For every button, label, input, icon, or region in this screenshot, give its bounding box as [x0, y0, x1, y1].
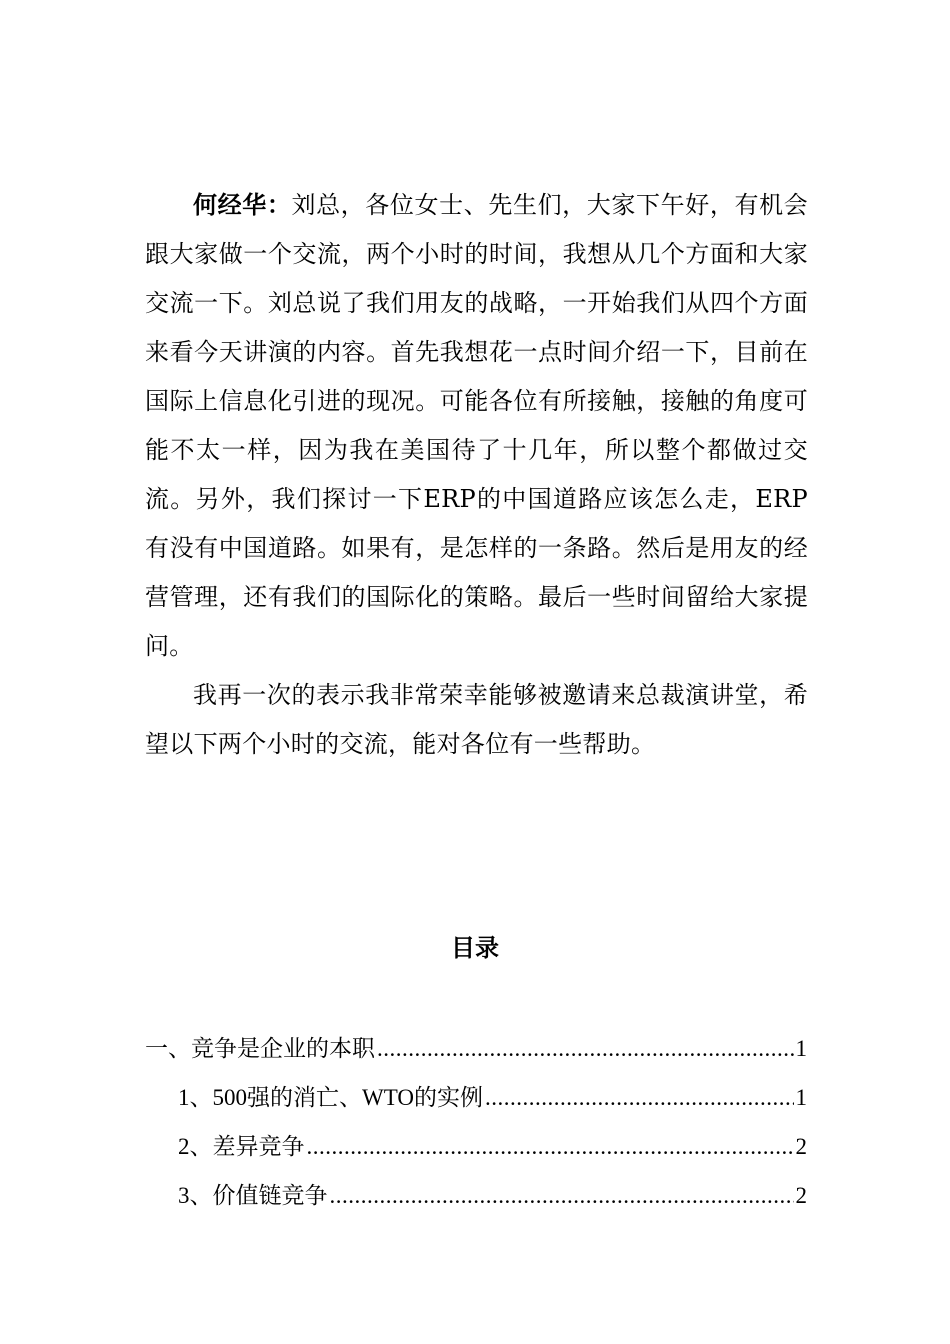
toc-entry[interactable]	[145, 1176, 807, 1225]
toc-entry-page: 1	[795, 1036, 807, 1061]
toc-leader-dots	[330, 1176, 794, 1216]
toc-title: 目录	[451, 933, 499, 962]
toc-leader-dots	[307, 1127, 794, 1167]
toc-entry[interactable]	[145, 1029, 807, 1078]
intro-paragraph-1-text: 刘总，各位女士、先生们，大家下午好，有机会跟大家做一个交流，两个小时的时间，我想从几个方面和大家交流一下。刘总说了我们用友的战略，一开始我们从四个方面来看今天讲演的内容。首先我想花一点时间介绍一下，目前在国际上信息化引进的现况。可能各位有所接触，接触的角度可能不太一样，因为我在美国待了十几年，所以整个都做过交流。另外，我们探讨一下ERP的中国道路应该怎么走，ERP有没有中国道路。如果有，是怎样的一条路。然后是用友的经营管理，还有我们的国际化的策略。最后一些时间留给大家提问。	[145, 191, 808, 660]
toc-entry-page: 2	[795, 1183, 807, 1208]
toc-entry-label: 1、500强的消亡、WTO的实例	[178, 1085, 483, 1110]
table-of-contents	[145, 1029, 807, 1225]
toc-entry-label: 2、差异竞争	[178, 1134, 305, 1159]
toc-leader-dots	[377, 1029, 794, 1069]
toc-entry-page: 2	[795, 1134, 807, 1159]
toc-entry[interactable]	[145, 1078, 807, 1127]
speaker-name: 何经华：	[193, 190, 292, 219]
toc-entry-page: 1	[795, 1085, 807, 1110]
intro-paragraph-2: 我再一次的表示我非常荣幸能够被邀请来总裁演讲堂，希望以下两个小时的交流，能对各位有一些帮助。	[145, 681, 808, 758]
intro-paragraph-1	[145, 180, 808, 671]
toc-entry-label: 一、竞争是企业的本职	[145, 1036, 375, 1061]
toc-entry[interactable]	[145, 1127, 807, 1176]
toc-leader-dots	[485, 1078, 794, 1118]
intro-text	[145, 180, 808, 769]
toc-entry-label: 3、价值链竞争	[178, 1183, 328, 1208]
